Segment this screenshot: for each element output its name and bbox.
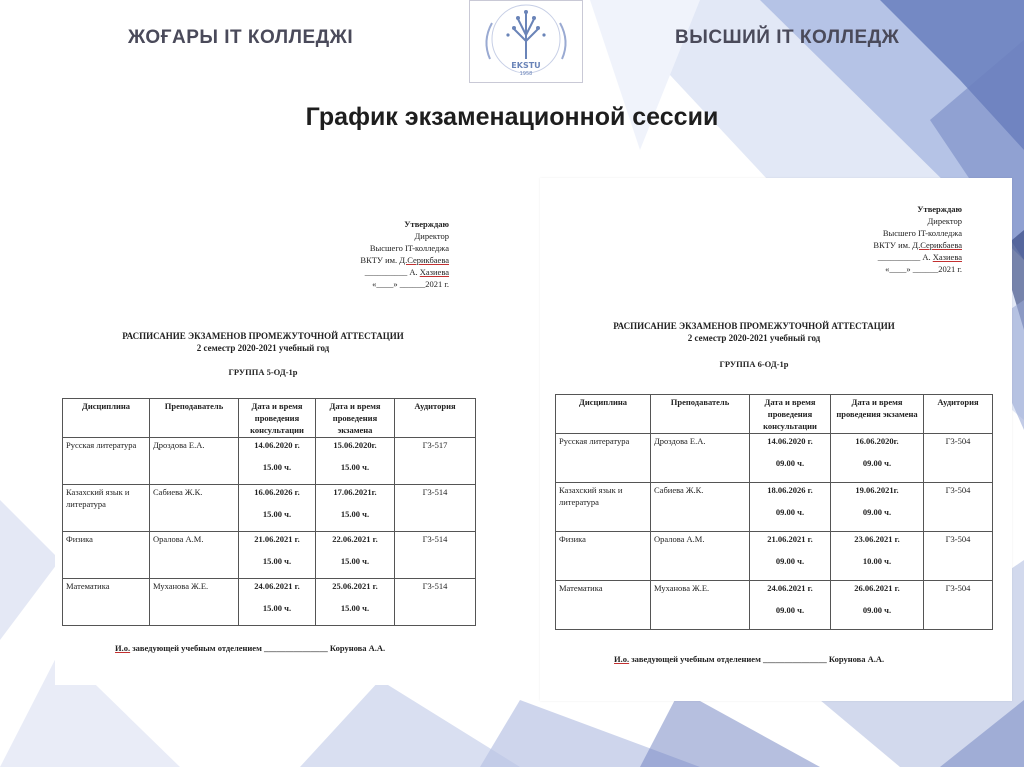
table-row bbox=[556, 581, 993, 630]
table-row bbox=[556, 483, 993, 532]
exam-time: 10.00 ч. bbox=[862, 556, 892, 566]
exam-table bbox=[62, 398, 476, 626]
approval-date: «____» ______2021 г. bbox=[372, 279, 449, 289]
exam-time: 15.00 ч. bbox=[340, 509, 370, 519]
room-cell: Г3-504 bbox=[924, 581, 993, 630]
discipline-cell: Математика bbox=[63, 579, 150, 626]
exam-time: 15.00 ч. bbox=[340, 603, 370, 613]
consultation-cell bbox=[239, 579, 316, 626]
approval-line: ВКТУ им. bbox=[360, 255, 400, 265]
consultation-time: 15.00 ч. bbox=[262, 509, 292, 519]
table-row bbox=[63, 438, 476, 485]
schedule-subtitle: 2 семестр 2020-2021 учебный год bbox=[196, 343, 330, 353]
table-header-row bbox=[556, 395, 993, 434]
exam-cell bbox=[316, 532, 395, 579]
exam-date: 15.06.2020г. bbox=[333, 440, 377, 450]
consultation-date: 24.06.2021 г. bbox=[254, 581, 300, 591]
consultation-cell bbox=[239, 485, 316, 532]
exam-date: 16.06.2020г. bbox=[855, 436, 899, 446]
exam-table bbox=[555, 394, 993, 630]
discipline-cell: Казахский язык и литература bbox=[556, 483, 651, 532]
consultation-time: 15.00 ч. bbox=[262, 556, 292, 566]
exam-time: 15.00 ч. bbox=[340, 556, 370, 566]
footer-prefix: И.о. bbox=[614, 654, 630, 664]
consultation-time: 15.00 ч. bbox=[262, 603, 292, 613]
discipline-cell: Математика bbox=[556, 581, 651, 630]
schedule-document-left bbox=[55, 190, 497, 685]
schedule-title-text: РАСПИСАНИЕ ЭКЗАМЕНОВ ПРОМЕЖУТОЧНОЙ АТТЕСТАЦИИ bbox=[122, 331, 404, 341]
exam-cell bbox=[316, 579, 395, 626]
signer-name: Хазиева bbox=[419, 267, 449, 277]
director-name: Д.Серикбаева bbox=[912, 240, 962, 250]
discipline-cell: Казахский язык и литература bbox=[63, 485, 150, 532]
consultation-cell bbox=[239, 532, 316, 579]
exam-cell bbox=[831, 532, 924, 581]
table-row bbox=[556, 532, 993, 581]
schedule-title-text: РАСПИСАНИЕ ЭКЗАМЕНОВ ПРОМЕЖУТОЧНОЙ АТТЕСТАЦИИ bbox=[613, 321, 895, 331]
room-cell: Г3-514 bbox=[395, 485, 476, 532]
col-header: Аудитория bbox=[924, 395, 993, 434]
director-name: Д.Серикбаева bbox=[399, 255, 449, 265]
approval-line: Высшего IT-колледжа bbox=[369, 243, 449, 253]
consultation-cell bbox=[750, 532, 831, 581]
consultation-cell bbox=[239, 438, 316, 485]
room-cell: Г3-504 bbox=[924, 532, 993, 581]
signature-blank: __________ А. bbox=[364, 267, 420, 277]
schedule-document-right bbox=[540, 178, 1012, 701]
consultation-cell bbox=[750, 581, 831, 630]
footer-text: заведующей учебным отделением _______________ Корунова А.А. bbox=[629, 654, 885, 664]
room-cell: Г3-517 bbox=[395, 438, 476, 485]
footer-text: заведующей учебным отделением _______________ Корунова А.А. bbox=[130, 643, 386, 653]
table-row bbox=[63, 485, 476, 532]
approval-date: «____» ______2021 г. bbox=[885, 264, 962, 274]
exam-cell bbox=[831, 483, 924, 532]
table-header-row bbox=[63, 399, 476, 438]
teacher-cell: Сабиева Ж.К. bbox=[651, 483, 750, 532]
group-label: ГРУППА 5-ОД-1р bbox=[228, 367, 298, 377]
consultation-time: 15.00 ч. bbox=[262, 462, 292, 472]
exam-cell bbox=[316, 438, 395, 485]
discipline-cell: Физика bbox=[556, 532, 651, 581]
table-row bbox=[556, 434, 993, 483]
exam-time: 09.00 ч. bbox=[862, 458, 892, 468]
consultation-cell bbox=[750, 434, 831, 483]
teacher-cell: Дроздова Е.А. bbox=[150, 438, 239, 485]
schedule-title bbox=[55, 330, 471, 354]
col-header: Дисциплина bbox=[556, 395, 651, 434]
approval-line: Утверждаю bbox=[917, 204, 962, 214]
consultation-date: 14.06.2020 г. bbox=[254, 440, 300, 450]
consultation-date: 21.06.2021 г. bbox=[767, 534, 813, 544]
approval-block bbox=[873, 203, 962, 275]
discipline-cell: Русская литература bbox=[63, 438, 150, 485]
signature-blank: __________ А. bbox=[877, 252, 933, 262]
exam-date: 25.06.2021 г. bbox=[332, 581, 378, 591]
consultation-time: 09.00 ч. bbox=[775, 556, 805, 566]
col-header: Дисциплина bbox=[63, 399, 150, 438]
col-header: Дата и время проведения консультации bbox=[239, 399, 316, 438]
discipline-cell: Русская литература bbox=[556, 434, 651, 483]
teacher-cell: Оралова А.М. bbox=[150, 532, 239, 579]
exam-date: 26.06.2021 г. bbox=[854, 583, 900, 593]
approval-line: Директор bbox=[414, 231, 449, 241]
col-header: Преподаватель bbox=[651, 395, 750, 434]
teacher-cell: Дроздова Е.А. bbox=[651, 434, 750, 483]
exam-date: 22.06.2021 г. bbox=[332, 534, 378, 544]
col-header: Дата и время проведения экзамена bbox=[831, 395, 924, 434]
consultation-time: 09.00 ч. bbox=[775, 458, 805, 468]
exam-cell bbox=[831, 434, 924, 483]
college-logo bbox=[469, 0, 583, 83]
discipline-cell: Физика bbox=[63, 532, 150, 579]
footer-prefix: И.о. bbox=[115, 643, 131, 653]
exam-date: 17.06.2021г. bbox=[333, 487, 377, 497]
table-row bbox=[63, 532, 476, 579]
teacher-cell: Муханова Ж.Е. bbox=[651, 581, 750, 630]
consultation-cell bbox=[750, 483, 831, 532]
col-header: Дата и время проведения консультации bbox=[750, 395, 831, 434]
logo-year: 1958 bbox=[519, 71, 533, 77]
room-cell: Г3-504 bbox=[924, 434, 993, 483]
consultation-date: 16.06.2026 г. bbox=[254, 487, 300, 497]
consultation-date: 21.06.2021 г. bbox=[254, 534, 300, 544]
logo-name: EKSTU bbox=[511, 61, 541, 70]
consultation-time: 09.00 ч. bbox=[775, 605, 805, 615]
consultation-date: 18.06.2026 г. bbox=[767, 485, 813, 495]
col-header: Дата и время проведения экзамена bbox=[316, 399, 395, 438]
header-title-russian: ВЫСШИЙ IT КОЛЛЕДЖ bbox=[675, 27, 900, 48]
exam-time: 09.00 ч. bbox=[862, 605, 892, 615]
col-header: Аудитория bbox=[395, 399, 476, 438]
schedule-subtitle: 2 семестр 2020-2021 учебный год bbox=[687, 333, 821, 343]
schedule-title bbox=[540, 320, 968, 344]
group-label: ГРУППА 6-ОД-1р bbox=[719, 359, 789, 369]
exam-time: 09.00 ч. bbox=[862, 507, 892, 517]
consultation-time: 09.00 ч. bbox=[775, 507, 805, 517]
approval-line: Директор bbox=[927, 216, 962, 226]
room-cell: Г3-504 bbox=[924, 483, 993, 532]
signature-footer bbox=[614, 654, 884, 664]
consultation-date: 24.06.2021 г. bbox=[767, 583, 813, 593]
approval-line: Высшего IT-колледжа bbox=[882, 228, 962, 238]
col-header: Преподаватель bbox=[150, 399, 239, 438]
table-row bbox=[63, 579, 476, 626]
exam-date: 23.06.2021 г. bbox=[854, 534, 900, 544]
consultation-date: 14.06.2020 г. bbox=[767, 436, 813, 446]
signature-footer bbox=[115, 643, 385, 653]
teacher-cell: Муханова Ж.Е. bbox=[150, 579, 239, 626]
approval-line: Утверждаю bbox=[404, 219, 449, 229]
room-cell: Г3-514 bbox=[395, 579, 476, 626]
exam-date: 19.06.2021г. bbox=[855, 485, 899, 495]
signer-name: Хазиева bbox=[932, 252, 962, 262]
teacher-cell: Оралова А.М. bbox=[651, 532, 750, 581]
room-cell: Г3-514 bbox=[395, 532, 476, 579]
header-title-kazakh: ЖОҒАРЫ IT КОЛЛЕДЖІ bbox=[128, 27, 354, 48]
exam-cell bbox=[831, 581, 924, 630]
exam-cell bbox=[316, 485, 395, 532]
page-title: График экзаменационной сессии bbox=[305, 103, 719, 131]
approval-line: ВКТУ им. bbox=[873, 240, 913, 250]
teacher-cell: Сабиева Ж.К. bbox=[150, 485, 239, 532]
exam-time: 15.00 ч. bbox=[340, 462, 370, 472]
approval-block bbox=[360, 218, 449, 290]
